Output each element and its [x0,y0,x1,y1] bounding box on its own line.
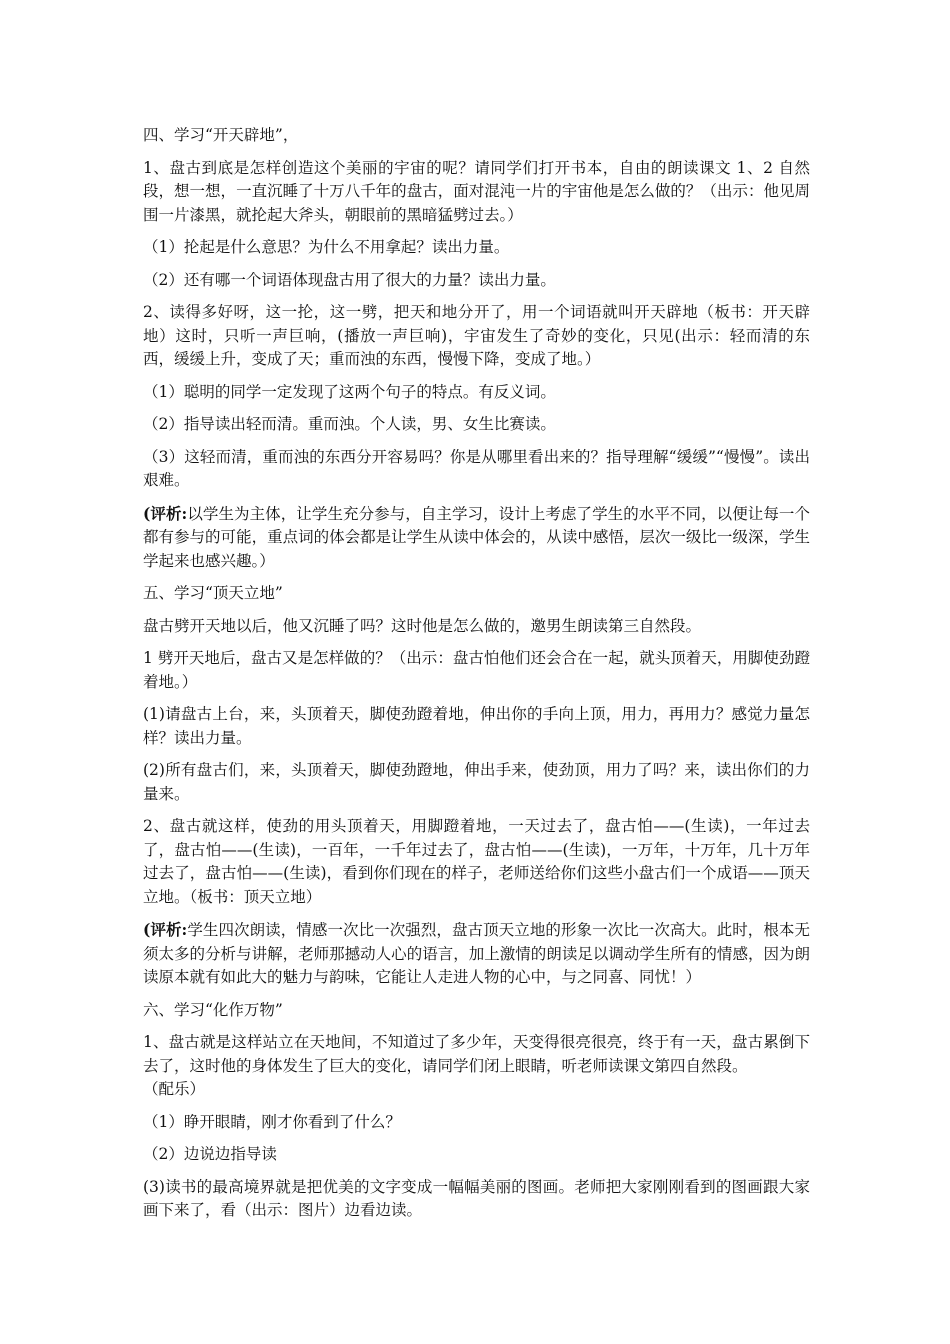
paragraph: （1）睁开眼睛，刚才你看到了什么？ [143,1112,401,1131]
commentary-paragraph [143,502,810,574]
paragraph: （2）还有哪一个词语体现盘古用了很大的力量？读出力量。 [143,270,556,289]
section-heading-6: 六、学习“化作万物” [143,1000,283,1019]
paragraph: （2）边说边指导读 [143,1145,277,1163]
commentary-paragraph [143,918,810,990]
paragraph: (3)读书的最高境界就是把优美的文字变成一幅幅美丽的图画。老师把大家刚刚看到的图画跟大家画下来了，看（出示：图片）边看边读。 [143,1177,810,1219]
commentary-text: 学生四次朗读，情感一次比一次强烈，盘古顶天立地的形象一次比一次高大。此时，根本无须太多的分析与讲解，老师那撼动人心的语言，加上激情的朗读足以调动学生所有的情感，因为朗读原本就有如此大的魅力与韵味，它能让人走进人物的心中，与之同喜、同忧！） [143,921,810,986]
paragraph: (2)所有盘古们，来，头顶着天，脚使劲蹬地，伸出手来，使劲顶，用力了吗？来，读出你们的力量来。 [143,761,810,803]
section-heading-5: 五、学习“顶天立地” [143,584,283,602]
paragraph: 1、盘古就是这样站立在天地间，不知道过了多少年，天变得很亮很亮，终于有一天，盘古累倒下去了，这时他的身体发生了巨大的变化，请同学们闭上眼睛，听老师读课文第四自然段。 [143,1033,810,1075]
paragraph: （3）这轻而清，重而浊的东西分开容易吗？你是从哪里看出来的？指导理解“缓缓”“慢慢”。读出艰难。 [143,447,810,489]
paragraph: （2）指导读出轻而清。重而浊。个人读，男、女生比赛读。 [143,415,556,433]
paragraph: （1）聪明的同学一定发现了这两个句子的特点。有反义词。 [143,382,556,401]
paragraph-continuation: （配乐） [143,1080,206,1098]
section-heading-4: 四、学习“开天辟地”， [143,126,299,144]
paragraph: （1）抡起是什么意思？为什么不用拿起？读出力量。 [143,238,510,256]
paragraph: (1)请盘古上台，来，头顶着天，脚使劲蹬着地，伸出你的手向上顶，用力，再用力？感觉力量怎样？读出力量。 [143,705,810,747]
commentary-label: (评析: [143,920,188,939]
paragraph: 1、盘古到底是怎样创造这个美丽的宇宙的呢？请同学们打开书本，自由的朗读课文 1、2 自然段，想一想，一直沉睡了十万八千年的盘古，面对混沌一片的宇宙他是怎么做的？（出示：他见周围一片漆黑，就抡起大斧头，朝眼前的黑暗猛劈过去。） [143,158,810,224]
paragraph: 2、盘古就这样，使劲的用头顶着天，用脚蹬着地，一天过去了，盘古怕——(生读)，一年过去了，盘古怕——(生读)，一百年，一千年过去了，盘古怕——(生读)，一万年，十万年，几十万年过去了，盘古怕——(生读)，看到你们现在的样子，老师送给你们这些小盘古们一个成语——顶天立地。（板书：顶天立地） [143,817,810,906]
commentary-text: 以学生为主体，让学生充分参与，自主学习，设计上考虑了学生的水平不同，以便让每一个都有参与的可能，重点词的体会都是让学生从读中体会的，从读中感悟，层次一级比一级深，学生学起来也感兴趣。） [143,504,810,570]
paragraph: 2、读得多好呀，这一抡，这一劈，把天和地分开了，用一个词语就叫开天辟地（板书：开天辟地）这时，只听一声巨响，(播放一声巨响)，宇宙发生了奇妙的变化，只见(出示：轻而清的东西，缓缓上升，变成了天；重而浊的东西，慢慢下降，变成了地。） [143,303,810,368]
paragraph: 1 劈开天地后，盘古又是怎样做的？（出示：盘古怕他们还会合在一起，就头顶着天，用脚使劲蹬着地。） [143,649,810,691]
commentary-label: (评析: [143,503,188,523]
document-body [143,124,810,1232]
paragraph: 盘古劈开天地以后，他又沉睡了吗？这时他是怎么做的，邀男生朗读第三自然段。 [143,616,702,635]
